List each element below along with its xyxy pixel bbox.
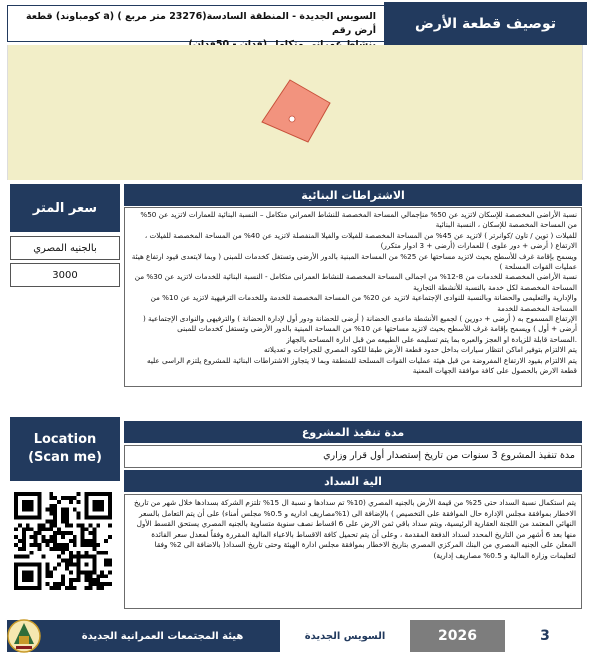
footer-year: 2026 — [410, 620, 505, 652]
site-map-drawing — [8, 45, 584, 180]
authority-logo-icon — [7, 616, 41, 656]
location-title-line-2: (Scan me) — [28, 450, 102, 465]
location-title-line-1: Location — [33, 432, 97, 447]
payment-mechanism-text: يتم استكمال نسبة السداد حتى 25% من قيمة الأرض بالجنيه المصري (10% تم سدادها و نسبة ال 15% تلتزم الشركة بسدادها خلال شهر من تاريخ الاخطار بموافقة مجلس الإدارة حال الموافقة على التخصيص ) بالإضافة الى (1%مصاريف اداريه و 0.5% مجلس أمناء) على أن يتم التعامل بالسعر النهائي المعتمد من اللجنة العقارية الرئيسية، ويتم سداد باقي ثمن الارض على 6 اقساط نصف سنوية متساوية بالجنيه المصري يستحق القسط الأول منها بعد 6 أشهر من التاريخ المحدد لسداد الدفعة المقدمة ، وعلى أن يتم تحميل كافة الاقساط بالاعباء المالية المقررة وفقاً لمعدل سعر الفائدة المعلن على الجنيه المصري من البنك المركزي المصري بتاريخ الاخطار بموافقة مجلس ادارة الهيئة وحتى تاريخ السداد( بالاضافة الى 2% وفقا لتعليمات وزارة المالية و 0.5% مصاريف إدارية) — [124, 494, 582, 609]
location-qr-code[interactable] — [14, 492, 112, 590]
building-conditions-body — [124, 207, 582, 387]
land-plot-marker — [289, 116, 295, 122]
payment-mechanism-title: الية السداد — [124, 470, 582, 492]
condition-paragraph: والإدارية والتعليمى والحضانة وبالنسبة للنوادى الإجتماعية لاتزيد عن 20% من المساحة المخصصة للخدمة وللخدمات الترفيهية لاتزيد عن 10% من المساحة المخصصة للخدمة — [150, 293, 577, 313]
site-map — [7, 45, 583, 180]
project-duration-title: مدة تنفيذ المشروع — [124, 421, 582, 443]
building-conditions-title: الاشتراطات البنائية — [124, 184, 582, 206]
footer-page-number: 3 — [505, 620, 585, 652]
land-plot-shape — [262, 80, 330, 142]
condition-paragraph: .المساحة قابلة للزيادة او العجز والعبره بما يتم تسليمه على الطبيعه من قبل ادارة المساحه بالجهاز — [286, 334, 577, 344]
price-per-meter-title: سعر المتر — [10, 184, 120, 232]
condition-paragraph: يتم الالتزام بتوفير اماكن انتظار سيارات بداخل حدود قطعة الأرض طبقا للكود المصري للجراجات و تعديلاته — [263, 345, 577, 355]
location-title — [10, 417, 120, 481]
land-location-description — [7, 5, 384, 42]
condition-paragraph: يتم الالتزام بقيود الارتفاع المفروضة من قبل هيئة عمليات القوات المسلحة للمنطقة وبما لا يتجاوز الاشتراطات البنائية للمشروع يلتزم الراسى عليه قطعة الارض بالحصول على كافة موافقة الجهات المعنية — [147, 355, 577, 376]
footer-city-name: السويس الجديدة — [280, 620, 410, 652]
condition-paragraph: الإرتفاع المسموح به ( أرضى + دورين ) لجميع الأنشطة ماعدى الحضانة ( أرضى للحضانة ودور أول لإدارة الحضانة ) والترفيهى والنوادى الإجتماعية ( أرضى + أول ) ويسمح بإقامة غرف للأسطح بحيث لاتزيد مساحتها عن 10% من المساحة المبنية بالدور الأرضى وتستغل كخدمات للمبنى — [142, 314, 577, 334]
authority-logo — [7, 616, 41, 656]
condition-paragraph: نسبة الأراضى المخصصة للخدمات من 8-12% من اجمالى المساحة المخصصة للنشاط العمرانى متكامل - النسبة البنائية للخدمات لاتزيد عن 30% من المساحة المخصصة لكل خدمة بالنسبة للأنشطة التجارية — [134, 272, 577, 292]
qr-code-image — [14, 492, 112, 590]
price-currency: بالجنيه المصري — [10, 236, 120, 260]
condition-paragraph: ويسمح بإقامة غرف للأسطح بحيث لاتزيد مساحتها عن 25% من المساحة المبنية بالدور الأرضى وتستغل كخدمات للمبنى ( وبما لايتعدى قيود ارتفاع هيئة عمليات القوات المسلحة ) — [131, 251, 577, 272]
price-value: 3000 — [10, 263, 120, 287]
condition-paragraph: للفيلات ( توين / تاون /كوانرتر ) لاتزيد عن 45% من المساحة المخصصة للفيلات والفيلا المنفصلة لاتزيد عن 40% من المساحة المخصصة للفيلات ، الارتفاع ( أرضى + دور علوى ) للعمارات (أرضى + 3 ادوار متكرر) — [144, 230, 577, 251]
location-line-1: السويس الجديدة - المنطقة السادسة(23276 متر مربع ) (a كومباوند) قطعة أرض رقم — [26, 11, 376, 36]
footer-authority-name: هيئة المجتمعات العمرانية الجديدة — [45, 620, 280, 652]
condition-paragraph: نسبة الأراضى المخصصة للإسكان لاتزيد عن 50% منإجمالي المساحة المخصصة للنشاط العمراني متكامل – النسبة البنائية للعمارات لاتزيد عن 50% من المساحة المخصصة للإسكان ، النسبة البنائية — [140, 210, 577, 230]
page-title: توصيف قطعة الأرض — [384, 2, 587, 45]
project-duration-text: مدة تنفيذ المشروع 3 سنوات من تاريخ إستصدار أول قرار وزاري — [124, 445, 582, 468]
